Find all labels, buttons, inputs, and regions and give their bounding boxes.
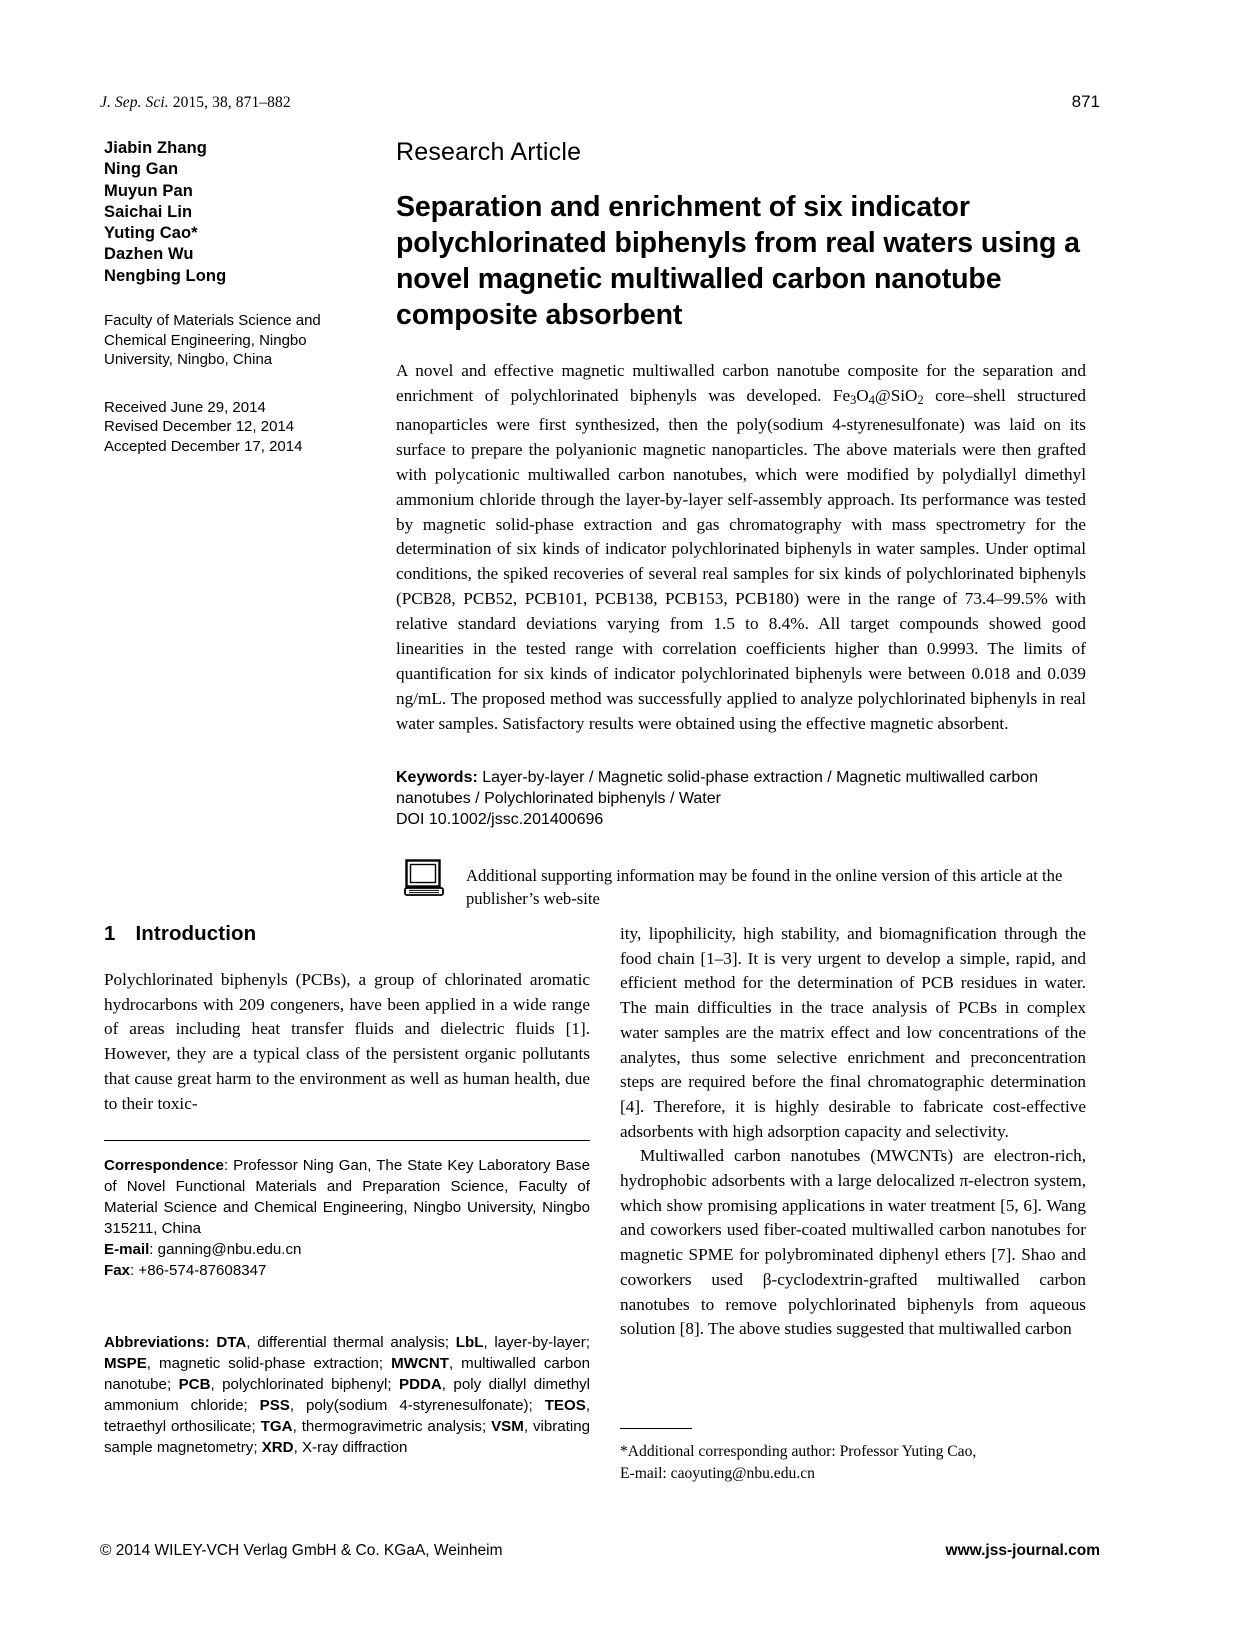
author-name: Jiabin Zhang [104,139,207,157]
abbreviation-definition: , poly(sodium 4-styrenesulfonate); [289,1397,545,1414]
paragraph: Multiwalled carbon nanotubes (MWCNTs) are electron-rich, hydrophobic adsorbents with a large delocalized π-electron system, which show promising applications in water treatment [5, 6]. Wang and coworkers used fiber-coated multiwalled carbon nanotubes for magnetic SPME for polybrominated diphenyl ethers [7]. Shao and coworkers used β-cyclodextrin-grafted multiwalled carbon nanotubes to remove polychlorinated biphenyls from aqueous solution [8]. The above studies suggested that multiwalled carbon [620,1146,1086,1339]
keywords [396,767,1086,809]
running-head [100,92,1100,112]
keywords-value: Layer-by-layer / Magnetic solid-phase extraction / Magnetic multiwalled carbon nanotubes / Polychlorinated biphenyls / Water [396,768,1039,807]
abstract [396,359,1086,737]
section-heading-introduction [104,922,590,946]
abbreviation-term: VSM [491,1418,524,1435]
affiliation: Faculty of Materials Science and Chemical Engineering, Ningbo University, Ningbo, China [104,312,321,369]
footnote-divider [104,1140,590,1141]
publication-dates [104,398,376,457]
doi: DOI 10.1002/jssc.201400696 [396,810,604,828]
abbreviation-definition: , layer-by-layer; [483,1334,591,1351]
author-name: Nengbing Long [104,266,227,285]
formula-subscript: 2 [917,393,924,407]
abbreviation-definition: , differential thermal analysis; [246,1334,456,1351]
formula-subscript: 4 [868,393,875,407]
abbreviation-definition: , vibrating sample magnetometry; [104,1418,590,1456]
abbreviation-definition: , magnetic solid-phase extraction; [146,1355,392,1372]
title-abstract-column [396,138,1086,910]
supporting-information-block [404,856,1086,910]
abbreviations-text [104,1332,590,1458]
journal-name: J. Sep. Sci. [100,94,169,111]
date-revised: Revised December 12, 2014 [104,418,295,436]
abbreviation-term: TEOS [544,1397,586,1414]
correspondence-text [104,1155,590,1281]
page-footer [100,1542,1100,1560]
footnote-line: *Additional corresponding author: Professor Yuting Cao, [620,1443,977,1460]
correspondence-email [104,1239,590,1260]
abstract-part: core–shell structured nanoparticles were first synthesized, then the poly(sodium 4-styrenesulfonate) was laid on its surface to prepare the polyanionic magnetic nanoparticles. The above materials were then grafted with polycationic multiwalled carbon nanotubes, which were modified by polydiallyl dimethyl ammonium chloride through the layer-by-layer self-assembly approach. Its performance was tested by magnetic solid-phase extraction and gas chromatography with mass spectrometry for the determination of six kinds of indicator polychlorinated biphenyls in water samples. Under optimal conditions, the spiked recoveries of several real samples for six kinds of polychlorinated biphenyls (PCB28, PCB52, PCB101, PCB138, PCB153, PCB180) were in the range of 73.4–99.5% with relative standard deviations varying from 1.5 to 8.4%. All target compounds showed good linearities in the tested range with correlation coefficients higher than 0.9993. The limits of quantification for six kinds of indicator polychlorinated biphenyls were between 0.018 and 0.039 ng/mL. The proposed method was successfully applied to analyze polychlorinated biphenyls in real water samples. Satisfactory results were obtained using the effective magnetic absorbent. [396,385,1086,733]
abbreviation-term: DTA [209,1334,247,1351]
author-list [104,138,376,287]
body-column-left [104,922,590,1116]
abbreviation-definition: , poly diallyl dimethyl ammonium chloride; [104,1376,590,1414]
abbreviation-definition: , X-ray diffraction [293,1439,408,1456]
journal-reference [100,94,291,112]
abbreviation-definition: , multiwalled carbon nanotube; [104,1355,591,1393]
correspondence-label: Correspondence [104,1157,224,1174]
author-name: Muyun Pan [104,181,193,200]
abbreviation-term: LbL [455,1334,484,1351]
date-accepted: Accepted December 17, 2014 [104,437,303,455]
section-number: 1 [104,922,116,945]
journal-website[interactable]: www.jss-journal.com [945,1542,1100,1559]
abbreviation-term: PDDA [399,1376,442,1393]
section-title: Introduction [135,922,257,945]
correspondence-fax [104,1260,590,1281]
page-title: Separation and enrichment of six indicator polychlorinated biphenyls from real waters using a novel magnetic multiwalled carbon nanotube composite absorbent [396,191,1080,331]
keywords-label: Keywords: [396,768,478,786]
author-name: Dazhen Wu [104,245,194,264]
email-value: : ganning@nbu.edu.cn [149,1241,302,1258]
footnote-divider [620,1428,692,1429]
computer-monitor-icon [404,856,448,903]
author-name: Ning Gan [104,160,179,179]
author-name: Saichai Lin [104,202,193,221]
abbreviation-definition: , polychlorinated biphenyl; [210,1376,399,1393]
paragraph: Polychlorinated biphenyls (PCBs), a group of chlorinated aromatic hydrocarbons with 209 congeners, have been applied in a wide range of areas including heat transfer fluids and dielectric fluids [1]. However, they are a typical class of the persistent organic pollutants that cause great harm to the environment as well as human health, due to their toxic- [104,970,590,1113]
date-received: Received June 29, 2014 [104,398,266,416]
email-label: E-mail [104,1241,150,1258]
abbreviation-term: MWCNT [391,1355,449,1372]
abbreviation-definition: , tetraethyl orthosilicate; [104,1397,591,1435]
correspondence-block [104,1140,590,1281]
abbreviation-term: TGA [260,1418,293,1435]
abbreviation-term: XRD [261,1439,294,1456]
author-name: Yuting Cao* [104,224,198,243]
additional-author-footnote [620,1428,1086,1485]
abstract-part: O [856,385,869,405]
article-type: Research Article [396,138,582,166]
abbreviation-term: PCB [178,1376,211,1393]
abbreviation-definition: , thermogravimetric analysis; [292,1418,492,1435]
author-meta-column [104,138,376,456]
supporting-information-text: Additional supporting information may be found in the online version of this article at the publisher’s web-site [466,865,1063,908]
abbreviations-label: Abbreviations: [104,1334,210,1351]
fax-value: : +86-574-87608347 [130,1262,267,1279]
abstract-part: A novel and effective magnetic multiwalled carbon nanotube composite for the separation and enrichment of polychlorinated biphenyls was developed. Fe [396,361,1086,405]
page-number: 871 [1071,92,1100,111]
abbreviations-block [104,1332,590,1458]
abstract-part: @SiO [874,385,918,405]
journal-volume-pages: 2015, 38, 871–882 [168,94,291,111]
footnote-line: E-mail: caoyuting@nbu.edu.cn [620,1465,815,1482]
body-column-right [620,922,1086,1342]
footnote-text [620,1441,1086,1485]
paragraph: ity, lipophilicity, high stability, and biomagnification through the food chain [1–3]. It is very urgent to develop a simple, rapid, and efficient method for the determination of PCB residues in water. The main difficulties in the trace analysis of PCBs in complex water samples are the matrix effect and low concentrations of the analytes, thus some selective enrichment and preconcentration steps are required before the final chromatographic determination [4]. Therefore, it is highly desirable to fabricate cost-effective adsorbents with high adsorption capacity and selectivity. [620,924,1086,1141]
fax-label: Fax [104,1262,131,1279]
correspondence-body: : Professor Ning Gan, The State Key Laboratory Base of Novel Functional Materials and Preparation Science, Faculty of Material Science and Chemical Engineering, Ningbo University, Ningbo 315211, China [104,1157,590,1237]
abbreviation-term: PSS [259,1397,290,1414]
formula-subscript: 3 [850,393,857,407]
copyright-notice: © 2014 WILEY-VCH Verlag GmbH & Co. KGaA, Weinheim [100,1542,503,1559]
abbreviation-term: MSPE [104,1355,147,1372]
